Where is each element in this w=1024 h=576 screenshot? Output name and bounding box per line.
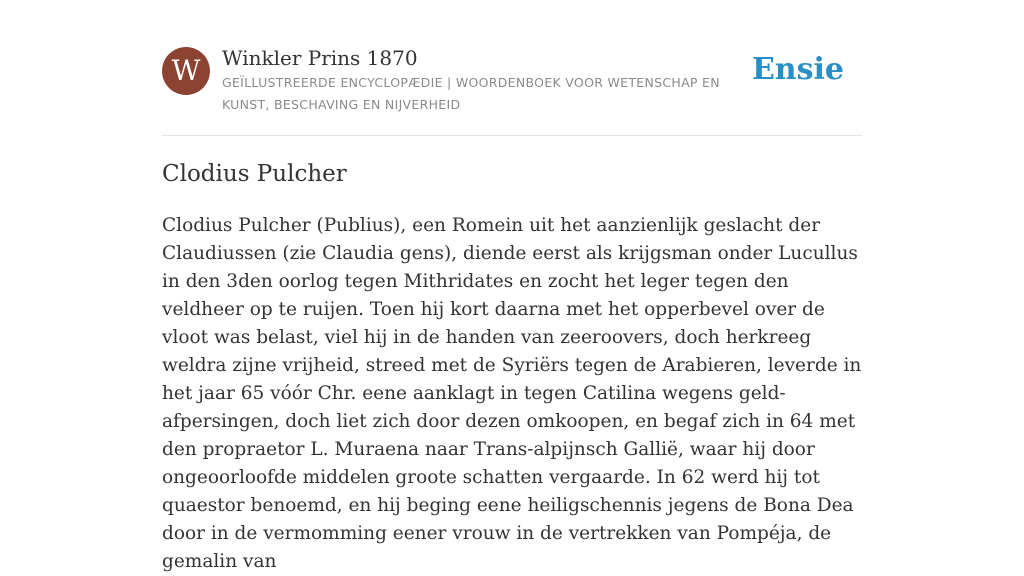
article-body: Clodius Pulcher (Publius), een Romein uit het aanzienlijk geslacht der Claudiussen (zie Claudia gens), diende eerst als krijgsman onder Lucullus in den 3den oorlog tegen Mithridates en zocht het leger tegen den veldheer op te ruijen. Toen hij kort daarna met het opperbevel over de vloot was belast, viel hij in de handen van zeeroovers, doch herkreeg weldra zijne vrijheid, streed met de Syriërs tegen de Arabieren, leverde in het jaar 65 vóór Chr. eene aanklagt in tegen Catilina wegens geld-afpersingen, doch liet zich door dezen omkoopen, en begaf zich in 64 met den propraetor L. Muraena naar Trans-alpijnsch Gallië, waar hij door ongeoorloofde middelen groote schatten vergaarde. In 62 werd hij tot quaestor benoemd, en hij beging eene heiligschennis jegens de Bona Dea door in de vermomming eener vrouw in de vertrekken van Pompéja, de gemalin van bbox=[162, 215, 862, 572]
brand-logo[interactable]: Ensie bbox=[751, 52, 844, 87]
article-title: Clodius Pulcher bbox=[162, 161, 347, 187]
site-subtitle: GEÏLLUSTREERDE ENCYCLOPÆDIE | WOORDENBOEK VOOR WETENSCHAP EN KUNST, BESCHAVING EN NIJVERHEID bbox=[222, 75, 720, 112]
site-header bbox=[162, 44, 862, 136]
avatar[interactable]: W bbox=[162, 47, 210, 95]
site-title[interactable]: Winkler Prins 1870 bbox=[222, 46, 418, 70]
